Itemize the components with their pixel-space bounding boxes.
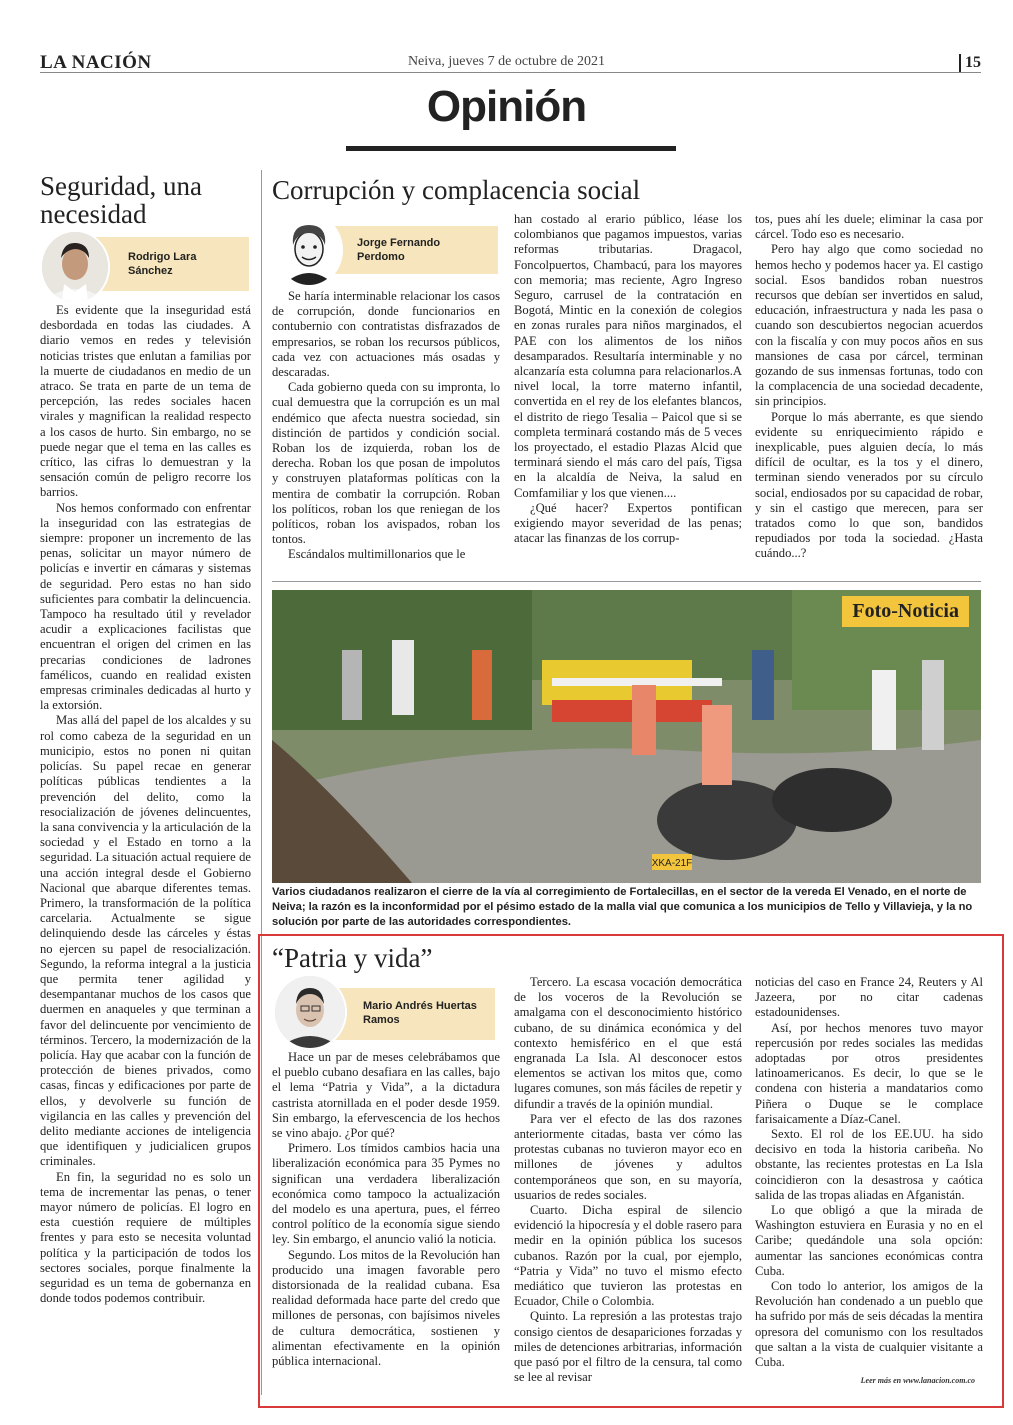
article-body — [40, 303, 251, 1306]
section-divider — [272, 581, 981, 582]
paragraph: Pero hay algo que como sociedad no hemos hecho y podemos hacer ya. El castigo social. Esos bandidos roban nuestros recursos que debían ser invertidos en salud, educación, infraestructura y nada les pasa o cuando son descubiertos negocian acuerdos con la fiscalía y con muy pocos años en sus mansiones de casa por cárcel, terminan gozando de sus inmensas fortunas, todo con la complacencia de una sociedad decadente, sin principios. — [755, 242, 983, 409]
article-column — [755, 212, 983, 562]
article-column — [514, 975, 742, 1385]
paragraph: Mas allá del papel de los alcaldes y su rol como cabeza de la seguridad en un municipio, estos no ponen ni quitan policías. Su papel recae en generar políticas públicas tendientes a la prevención del delito, como la resocialización de jóvenes delincuentes, la sana convivencia y la articulación de la sociedad y el Estado en torno a la seguridad. La situación actual requiere de una acción integral desde el Gobierno Nacional que abarque diferentes temas. Primero, la transformación de la política carcelaria. Actualmente se sigue delinquiendo desde las cárceles y éstas no ejercen su papel de resocialización. Segundo, la reforma integral a la justicia que permita tener agilidad y desempantanar muchos de los casos que duermen en anaqueles y que terminan a favor del delincuente por vencimiento de términos. Tercero, la modernización de la policía. Hay que acabar con la función de protección de bienes privados, como casas, fincas y edificaciones por parte de ellos, y devolverle su función de vigilancia en las calles y prevención del delito mediante acciones de inteligencia que identifiquen y judicialicen grupos criminales. — [40, 713, 251, 1169]
author-photo — [40, 230, 110, 304]
paragraph: Porque lo más aberrante, es que siendo evidente su enriquecimiento rápido e inexplicable, pues alguien decía, lo más difícil de ocultar, es la tos y el dinero, terminan siendo venerados por su círculo social, endiosados por su capacidad de robar, y sin el castigo que merecen, para ser tratados como lo que son, bandidos repudiados por toda la sociedad. ¿Hasta cuándo...? — [755, 409, 983, 561]
foto-noticia-tag: Foto-Noticia — [842, 596, 969, 627]
masthead-logo: LA NACIÓN — [40, 52, 152, 73]
section-underline — [346, 146, 676, 151]
author-name: Jorge Fernando Perdomo — [357, 237, 441, 263]
paragraph: Nos hemos conformado con enfrentar la inseguridad con las estrategias de siempre: proponer un incremento de las penas, solicitar un mayor número de policías e invertir en cámaras y sistemas de seguridad. Pero estas no han sido suficientes para combatir la delincuencia. Tampoco ha resultado útil y revelador acudir a explicaciones facilistas que encuentran el origen del crimen en las precarias condiciones de ladrones famélicos, cuando en realidad existen empresas criminales dedicadas al hurto y la extorsión. — [40, 500, 251, 713]
paragraph: Así, por hechos menores tuvo mayor repercusión por redes sociales las medidas adoptadas por otros presidentes latinoamericanos. Es decir, lo que se le condena con histeria a mandatarios como Piñera o Duque se le complace farisaicamente a Díaz-Canel. — [755, 1020, 983, 1126]
author-name: Mario Andrés Huertas Ramos — [363, 1000, 477, 1026]
paragraph: Lo que obligó a que la mirada de Washington estuviera en Eurasia y no en el Caribe; quedándole una sola opción: aumentar las sanciones económicas contra Cuba. — [755, 1203, 983, 1278]
header-rule — [40, 72, 981, 73]
paragraph: Sexto. El rol de los EE.UU. ha sido decisivo en toda la historia caribeña. No obstante, las recientes protestas en La Isla coincidieron con la desastrosa y caótica salida de las tropas aliadas en Afganistán. — [755, 1127, 983, 1202]
paragraph: han costado al erario público, léase los colombianos que pagamos impuestos, varias reformas tributarias. Dragacol, Foncolpuertos, Chambacú, para los mayores con memoria; mas reciente, Agro Ingreso Seguro, carrusel de la contratación en Bogotá, Mintic en la conexión de colegios en zonas rurales para niños marginados, el PAE con los alimentos de los niños desamparados. Resultaría interminable y no alcanzaría esta columna para relacionarlos.A nivel local, la torre materno infantil, convertida en el rey de los elefantes blancos, el distrito de riego Tesalia – Paicol que si se completa terminará costando más de 5 veces los proyectado, el estadio Plazas Alcid que terminará siendo el más caro del país, Tigsa en la alcaldía de Neiva, la salud en Comfamiliar y los que vienen.... — [514, 212, 742, 500]
page-number: 15 — [959, 54, 981, 72]
paragraph: En fin, la seguridad no es solo un tema de incrementar las penas, o tener mayor número de policías. El logro en esta cuestión requiere de múltiples frentes y para esto se necesita voluntad política y la participación de todos los sectores sociales, porque finalmente la seguridad es un tema de gobernanza en donde todos podemos contribuir. — [40, 1169, 251, 1306]
author-box — [92, 237, 249, 291]
dateline: Neiva, jueves 7 de octubre de 2021 — [407, 54, 606, 69]
article-column — [514, 212, 742, 546]
paragraph: Con todo lo anterior, los amigos de la Revolución han condenado a un pueblo que ha sufrido por más de seis décadas la mentira opresora del comunismo con los resultados que saltan a la vista de cualquier visitante a Cuba. — [755, 1279, 984, 1370]
paragraph: Quinto. La represión a las protestas trajo consigo cientos de desapariciones forzadas y miles de detenciones arbitrarias, información que pasó por el filtro de la censura, tal como se lee al revisar — [514, 1309, 742, 1385]
paragraph: tos, pues ahí les duele; eliminar la casa por cárcel. Todo eso es necesario. — [755, 212, 983, 242]
paragraph: Es evidente que la inseguridad está desbordada en todas las ciudades. A diario vemos en redes y televisión noticias tristes que enlutan a familias por la muerte de ciudadanos en medio de un atraco. Se trata en parte de un tema de percepción, las redes sociales hacen virales y magnifican la realidad respecto a los casos de hurto. Sin embargo, no se puede negar que el tema en las calles es crítico, las cifras lo demuestran y la sensación común de peligro recorre los barrios. — [40, 303, 251, 500]
paragraph: Escándalos multimillonarios que le — [288, 547, 466, 562]
article-headline: “Patria y vida” — [272, 943, 433, 973]
paragraph: Para ver el efecto de las dos razones anteriormente citadas, basta ver cómo las protestas cubanas no tuvieron mayor eco en millones de jóvenes y adultos contemporáneos que son, en su mayoría, usuarios de redes sociales. — [514, 1111, 742, 1202]
author-box — [323, 988, 495, 1040]
article-headline: Corrupción y complacencia social — [272, 175, 641, 205]
author-box — [320, 226, 498, 274]
article-column — [272, 289, 500, 563]
paragraph: Tercero. La escasa vocación democrática de los voceros de la Revolución se amalgama con el desconocimiento histórico cubano, de su dinámica económica y del contexto hemisférico en el que está engranada La Isla. Al desconocer estos elementos se activan los mitos que, como lugares comunes, son más fáciles de repetir y difundir a través de la opinión mundial. — [514, 975, 743, 1111]
author-photo — [273, 974, 347, 1050]
section-title: Opinión — [426, 82, 587, 131]
paragraph: Hace un par de meses celebrábamos que el pueblo cubano desafiara en las calles, bajo el lema “Patria y Vida”, a la dictadura castrista atornillada en el poder desde 1959. Sin embargo, la efervescencia de los hechos se vino abajo. ¿Por qué? — [272, 1050, 500, 1141]
paragraph: Se haría interminable relacionar los casos de corrupción, donde funcionarios en contubernio con contratistas disfrazados de empresarios, se roban los recursos públicos, cada vez con actuaciones más osadas y descaradas. — [272, 289, 500, 380]
read-more-link[interactable]: Leer más en www.lanacion.com.co — [860, 1376, 975, 1385]
paragraph: Cuarto. Dicha espiral de silencio evidenció la hipocresía y el doble rasero para medir en la opinión pública los sucesos cubanos. Razón por la cual, por ejemplo, “Patria y Vida” no tuvo el mismo efecto mediático que tuvieron las protestas en Ecuador, Chile o Colombia. — [514, 1203, 742, 1309]
news-photo — [272, 590, 981, 883]
paragraph: noticias del caso en France 24, Reuters y Al Jazeera, por no citar cadenas estadounidenses. — [755, 975, 983, 1020]
paragraph: Segundo. Los mitos de la Revolución han producido una imagen favorable pero distorsionada de la realidad cubana. Esa realidad deformada hace parte del credo que millones de personas, con bajísimos niveles de cultura democrática, sostienen y alimentan efectivamente en la opinión pública internacional. — [272, 1247, 500, 1369]
license-plate: XKA-21F — [651, 858, 693, 869]
photo-caption: Varios ciudadanos realizaron el cierre de la vía al corregimiento de Fortalecillas, en el sector de la vereda El Venado, en el norte de Neiva; la razón es la inconformidad por el pésimo estado de la malla vial que comunica a los municipios de Tello y Villavieja, y la no solución por parte de las autoridades correspondientes. — [272, 886, 973, 928]
author-illustration — [275, 213, 343, 287]
paragraph: Cada gobierno queda con su impronta, lo cual demuestra que la corrupción es un mal endémico que afecta nuestra sociedad, sin distinción de partidos y condición social. Roban los de izquierda, roban los de derecha. Roban los que posan de impolutos y construyen plataformas políticas con la mentira de combatir la corrupción. Roban los políticos, roban los que reniegan de los políticos, roban los avispados, roban los tontos. — [272, 380, 500, 547]
paragraph: ¿Qué hacer? Expertos pontifican exigiendo mayor severidad de las penas; atacar las finanzas de los corrup- — [514, 500, 742, 546]
author-name: Rodrigo Lara Sánchez — [128, 251, 197, 277]
article-column — [272, 1050, 500, 1369]
paragraph: Primero. Los tímidos cambios hacia una liberalización económica para 35 Pymes no significan una verdadera liberalización económica como tampoco la actualización del modelo es una apertura, pues, el férreo control político de la economía sigue siendo ley. Sin embargo, el anuncio valió la noticia. — [272, 1141, 500, 1247]
article-column — [755, 975, 983, 1370]
article-headline: Seguridad, una necesidad — [40, 171, 202, 229]
